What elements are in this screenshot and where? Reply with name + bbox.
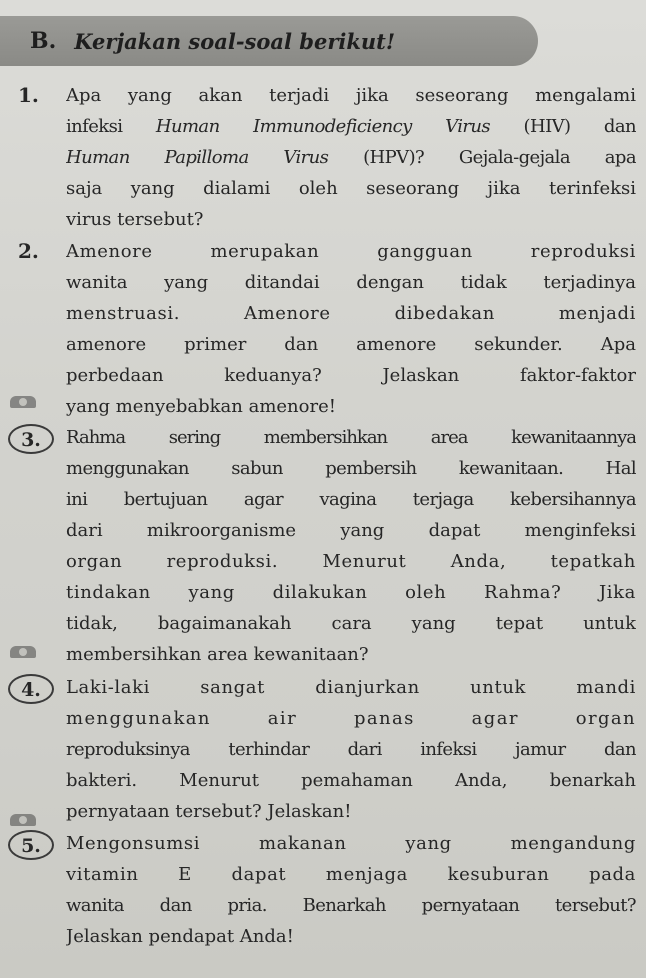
question-number: 5.	[8, 830, 54, 860]
question-line: infeksi Human Immunodeficiency Virus (HIV) dan	[66, 116, 636, 137]
question-number: 2.	[18, 239, 39, 263]
section-title: Kerjakan soal-soal berikut!	[74, 28, 396, 54]
question-line: menggunakan air panas agar organ	[66, 708, 636, 729]
section-letter: B.	[30, 28, 57, 54]
question-number: 1.	[18, 83, 39, 107]
question-line: amenore primer dan amenore sekunder. Apa	[66, 334, 636, 355]
question-line: organ reproduksi. Menurut Anda, tepatkah	[66, 551, 636, 572]
question-line: vitamin E dapat menjaga kesuburan pada	[66, 864, 636, 885]
question-line: tindakan yang dilakukan oleh Rahma? Jika	[66, 582, 636, 603]
question-line: Human Papilloma Virus (HPV)? Gejala-gejala apa	[66, 147, 636, 168]
question-line: yang menyebabkan amenore!	[66, 396, 336, 417]
question-text	[66, 236, 636, 422]
question-number: 4.	[8, 674, 54, 704]
question-line: ini bertujuan agar vagina terjaga kebersihannya	[66, 489, 636, 510]
question-line: saja yang dialami oleh seseorang jika terinfeksi	[66, 178, 636, 199]
question-text	[66, 422, 636, 670]
question-line: Rahma sering membersihkan area kewanitaannya	[66, 427, 636, 448]
term-hiv: Human Immunodeficiency Virus	[155, 116, 491, 137]
question-line: Laki-laki sangat dianjurkan untuk mandi	[66, 677, 636, 698]
question-line: perbedaan keduanya? Jelaskan faktor-faktor	[66, 365, 636, 386]
question-line: virus tersebut?	[66, 209, 204, 230]
question-text	[66, 80, 636, 235]
question-line: reproduksinya terhindar dari infeksi jamur dan	[66, 739, 636, 760]
term-hpv: Human Papilloma Virus	[66, 147, 329, 168]
question-line: Amenore merupakan gangguan reproduksi	[66, 241, 636, 262]
question-number: 3.	[8, 424, 54, 454]
camera-icon	[10, 814, 36, 826]
question-line: membersihkan area kewanitaan?	[66, 644, 369, 665]
question-text	[66, 672, 636, 827]
question-line: bakteri. Menurut pemahaman Anda, benarkah	[66, 770, 636, 791]
camera-icon	[10, 646, 36, 658]
question-line: pernyataan tersebut? Jelaskan!	[66, 801, 352, 822]
section-header	[0, 16, 538, 66]
question-line: Jelaskan pendapat Anda!	[66, 926, 294, 947]
camera-icon	[10, 396, 36, 408]
question-line: wanita yang ditandai dengan tidak terjadinya	[66, 272, 636, 293]
question-line: menggunakan sabun pembersih kewanitaan. Hal	[66, 458, 636, 479]
question-line: Mengonsumsi makanan yang mengandung	[66, 833, 636, 854]
question-line: Apa yang akan terjadi jika seseorang mengalami	[66, 85, 636, 106]
question-line: wanita dan pria. Benarkah pernyataan tersebut?	[66, 895, 636, 916]
question-text	[66, 828, 636, 952]
question-line: tidak, bagaimanakah cara yang tepat untuk	[66, 613, 636, 634]
question-line: dari mikroorganisme yang dapat menginfeksi	[66, 520, 636, 541]
question-line: menstruasi. Amenore dibedakan menjadi	[66, 303, 636, 324]
